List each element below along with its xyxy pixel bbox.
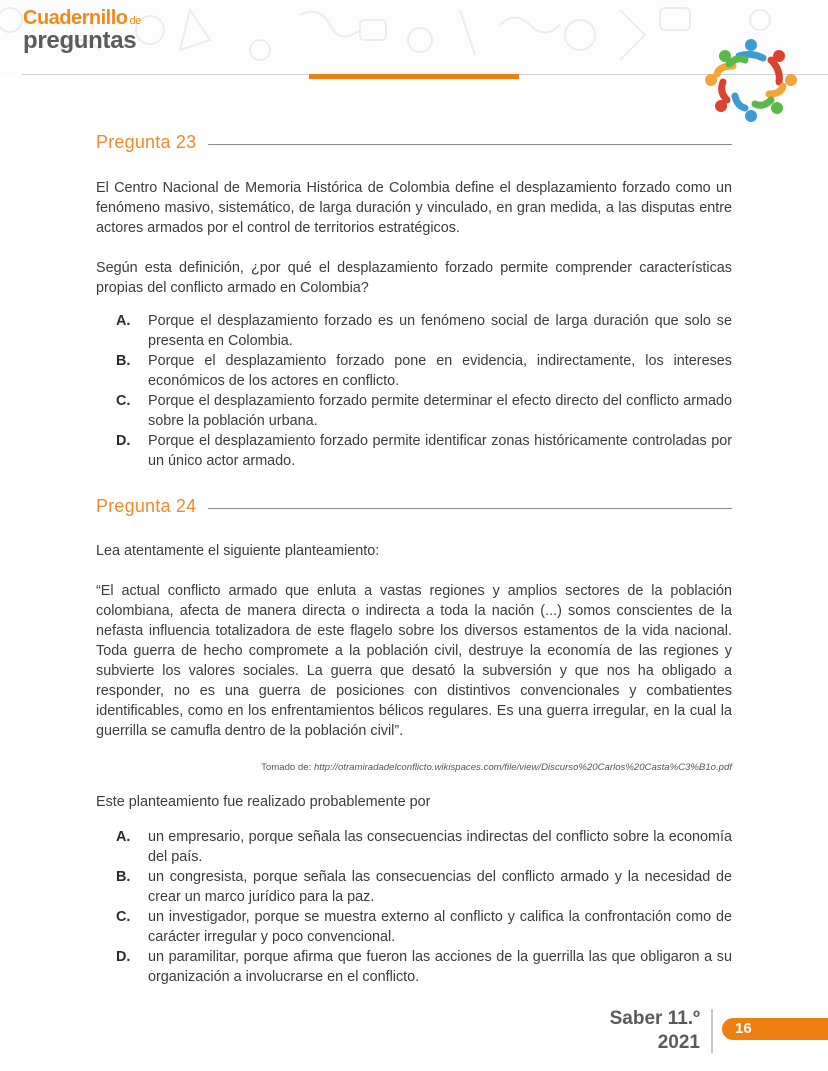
option-letter: B. [116, 869, 131, 885]
option-d[interactable] [116, 947, 732, 987]
option-letter: C. [116, 909, 131, 925]
question-24-intro: Lea atentamente el siguiente planteamiento: [96, 543, 380, 559]
exam-label [600, 1007, 700, 1055]
brand-line2: preguntas [23, 27, 137, 54]
option-text: Porque el desplazamiento forzado permite determinar el efecto directo del conflicto armado sobre la población urbana. [148, 393, 732, 429]
option-letter: A. [116, 829, 131, 845]
question-24-title: Pregunta 24 [96, 496, 197, 516]
option-a[interactable] [116, 827, 732, 867]
question-23-heading [96, 132, 732, 153]
option-c[interactable] [116, 907, 732, 947]
page-number: 16 [735, 1020, 752, 1037]
option-letter: D. [116, 949, 131, 965]
source-url: http://otramiradadelconflicto.wikispaces.com/file/view/Discurso%20Carlos%20Casta%C3%B1o.pdf [313, 762, 732, 773]
quote-source [96, 762, 732, 773]
brand-title [23, 8, 141, 53]
question-23-title: Pregunta 23 [96, 132, 197, 152]
option-b[interactable] [116, 867, 732, 907]
option-letter: C. [116, 393, 131, 409]
exam-year: 2021 [657, 1032, 700, 1053]
page-number-badge [722, 1018, 828, 1040]
option-text: un empresario, porque señala las consecuencias indirectas del conflicto sobre la economía del país. [148, 829, 732, 865]
option-text: Porque el desplazamiento forzado permite identificar zonas históricamente controladas por un único actor armado. [148, 433, 732, 469]
source-label: Tomado de: [261, 762, 314, 773]
question-23-context: El Centro Nacional de Memoria Histórica de Colombia define el desplazamiento forzado como un fenómeno masivo, sistemático, de larga duración y vinculado, en gran medida, a las disputas entre actores armados por el control de territorios estratégicos. [96, 180, 732, 236]
heading-rule [208, 508, 732, 509]
brand-line1-small: de [129, 15, 141, 27]
option-b[interactable] [116, 351, 732, 391]
question-24-quote: “El actual conflicto armado que enluta a vastas regiones y amplios sectores de la población colombiana, afecta de manera directa o indirecta a toda la nación (...) somos conscientes de la nefasta influencia totalizadora de este flagelo sobre los diversos estamentos de la vida nacional. Toda guerra de hecho compromete a la población civil, destruye la economía de las regiones y subvierte los valores sociales. La guerra que desató la subversión y que nos ha obligado a responder, no es una guerra de posiciones con distintivos convencionales y combatientes identificables, como en los enfrentamientos bélicos regulares. Es una guerra irregular, en la cual la guerrilla se camufla dentro de la población civil”. [96, 583, 732, 739]
question-24-heading [96, 496, 732, 517]
option-text: un congresista, porque señala las consecuencias del conflicto armado y la necesidad de crear un marco jurídico para la paz. [148, 869, 732, 905]
footer-divider [711, 1009, 713, 1053]
option-text: Porque el desplazamiento forzado es un fenómeno social de larga duración que solo se presenta en Colombia. [148, 313, 732, 349]
question-24-options [116, 827, 732, 987]
option-letter: A. [116, 313, 131, 329]
question-24-prompt: Este planteamiento fue realizado probablemente por [96, 794, 431, 810]
option-c[interactable] [116, 391, 732, 431]
option-text: Porque el desplazamiento forzado pone en evidencia, indirectamente, los intereses económicos de los actores en conflicto. [148, 353, 732, 389]
option-letter: B. [116, 353, 131, 369]
option-a[interactable] [116, 311, 732, 351]
people-circle-icon [705, 36, 797, 122]
header-accent-bar [309, 74, 519, 79]
option-text: un paramilitar, porque afirma que fueron las acciones de la guerrilla las que obligaron a su organización a involucrarse en el conflicto. [148, 949, 732, 985]
heading-rule [208, 144, 732, 145]
question-23-prompt: Según esta definición, ¿por qué el desplazamiento forzado permite comprender características propias del conflicto armado en Colombia? [96, 260, 732, 296]
exam-name: Saber 11.º [609, 1008, 700, 1029]
question-23-options [116, 311, 732, 471]
option-d[interactable] [116, 431, 732, 471]
option-letter: D. [116, 433, 131, 449]
brand-line1: Cuadernillo [23, 7, 128, 29]
option-text: un investigador, porque se muestra externo al conflicto y califica la confrontación como de carácter irregular y poco convencional. [148, 909, 732, 945]
